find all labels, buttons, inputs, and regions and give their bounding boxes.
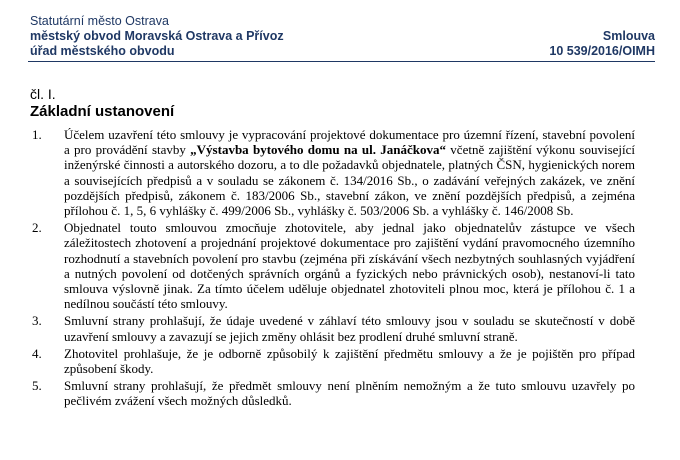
clause-list bbox=[30, 127, 635, 411]
document-type: Smlouva bbox=[602, 29, 655, 43]
clause-number: 1. bbox=[32, 127, 42, 142]
issuer-office: úřad městského obvodu bbox=[30, 44, 175, 58]
clause-item bbox=[30, 346, 635, 376]
project-name: „Výstavba bytového domu na ul. Janáčkova“ bbox=[190, 142, 447, 158]
issuer-city: Statutární město Ostrava bbox=[30, 14, 169, 28]
document-number: 10 539/2016/OIMH bbox=[549, 44, 655, 58]
clause-text: Objednatel touto smlouvou zmocňuje zhotovitele, aby jednal jako objednatelův zástupce ve všech záležitostech zhotovení a projednání projektové dokumentace pro zajištění vydání pravomocného územního rozhodnutí a stavebních povolení pro stavbu (zejména při získávání všech nezbytných souhlasných vyjádření a nutných povolení od dotčených správních orgánů a fyzických nebo právnických osob), nestanoví-li tato smlouva výslovně jinak. Za tímto účelem uděluje objednatel zhotoviteli plnou moc, která je přílohou č. 1 a nedílnou součástí této smlouvy. bbox=[64, 220, 635, 312]
clause-item bbox=[30, 220, 635, 311]
article-title: Základní ustanovení bbox=[30, 103, 175, 120]
clause-text: Zhotovitel prohlašuje, že je odborně způsobilý k zajištění předmětu smlouvy a že je pojištěn pro případ způsobení škody. bbox=[64, 345, 635, 377]
clause-item bbox=[30, 378, 635, 408]
clause-number: 5. bbox=[32, 378, 42, 394]
clause-text: včetně zajištění výkonu související inženýrské činnosti a autorského dozoru, a to dle požadavků objednatele, platných ČSN, hygienických norem a souvisejících předpisů a v souladu se zákonem č. 134/2016 Sb., o zadávání veřejných zakázek, ve znění pozdějších předpisů, zákonem č. 183/2006 Sb., stavební zákon, ve znění pozdějších předpisů, a zejména přílohou č. 1, 5, 6 vyhlášky č. 499/2006 Sb., vyhlášky č. 503/2006 Sb. a vyhlášky č. 146/2008 Sb. bbox=[64, 142, 636, 219]
clause-item bbox=[30, 313, 635, 343]
clause-number: 2. bbox=[32, 220, 42, 236]
clause-text: Smluvní strany prohlašují, že předmět smlouvy není plněním nemožným a že tuto smlouvu uzavřely po pečlivém zvážení všech možných důsledků. bbox=[64, 378, 635, 409]
clause-text: Účelem uzavření této smlouvy je vypracování projektové dokumentace pro územní řízení, stavební povolení a pro provádění stavby bbox=[64, 127, 635, 158]
clause-number: 3. bbox=[32, 313, 42, 329]
clause-number: 4. bbox=[32, 345, 42, 361]
header-divider bbox=[28, 61, 655, 62]
document-header bbox=[0, 0, 680, 78]
issuer-district: městský obvod Moravská Ostrava a Přívoz bbox=[30, 29, 284, 43]
clause-text: Smluvní strany prohlašují, že údaje uvedené v záhlaví této smlouvy jsou v souladu se skutečností v době uzavření smlouvy a zavazují se jejich změny ohlásit bez prodlení druhé smluvní straně. bbox=[64, 313, 635, 344]
article-number: čl. I. bbox=[30, 86, 56, 102]
clause-item bbox=[30, 127, 635, 218]
